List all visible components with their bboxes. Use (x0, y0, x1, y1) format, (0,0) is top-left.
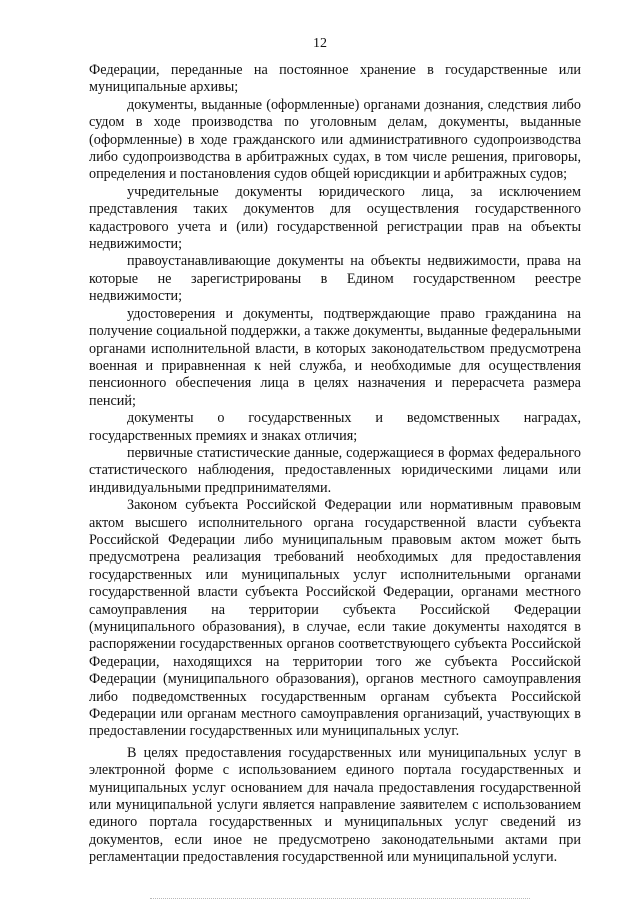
paragraph-title-documents: правоустанавливающие документы на объекты недвижимости, права на которые не зарегистрированы в Едином государственном реестре недвижимости; (89, 253, 581, 305)
document-body (89, 62, 581, 867)
page-number: 12 (313, 36, 327, 51)
paragraph-founding-documents: учредительные документы юридического лица, за исключением представления таких документов для осуществления государственного кадастрового учета и (или) государственной регистрации прав на объекты недвижимости; (89, 183, 581, 253)
paragraph-social-support-documents: удостоверения и документы, подтверждающие право гражданина на получение социальной поддержки, а также документы, выданные федеральными органами исполнительной власти, в которых законодательством предусмотрена военная и приравненная к ней служба, и необходимые для осуществления пенсионного обеспечения лица в целях назначения и перерасчета размера пенсий; (89, 305, 581, 409)
paragraph-statistical-data: первичные статистические данные, содержащиеся в формах федерального статистического наблюдения, предоставленных юридическими лицами или индивидуальными предпринимателями. (89, 444, 581, 496)
paragraph-archives: Федерации, переданные на постоянное хранение в государственные или муниципальные архивы; (89, 62, 581, 96)
scan-artifact-line (150, 898, 530, 899)
paragraph-court-documents: документы, выданные (оформленные) органами дознания, следствия либо судом в ходе производства по уголовным делам, документы, выданные (оформленные) в ходе гражданского или административного судопроизводства либо судопроизводства в арбитражных судах, в том числе решения, приговоры, определения и постановления судов общей юрисдикции и арбитражных судов; (89, 96, 581, 183)
paragraph-regional-law: Законом субъекта Российской Федерации или нормативным правовым актом высшего исполнительного органа государственной власти субъекта Российской Федерации либо муниципальным правовым актом может быть предусмотрена реализация требований необходимых для предоставления государственных или муниципальных услуг исполнительными органами государственной власти субъекта Российской Федерации, органами местного самоуправления на территории субъекта Российской Федерации (муниципального образования), в случае, если такие документы находятся в распоряжении государственных органов соответствующего субъекта Российской Федерации, находящихся на территории того же субъекта Российской Федерации (муниципального образования), органов местного самоуправления либо подведомственных государственным органам субъекта Российской Федерации или органам местного самоуправления организаций, участвующих в предоставлении государственных или муниципальных услуг. (89, 497, 581, 740)
paragraph-awards: документы о государственных и ведомственных наградах, государственных премиях и знаках отличия; (89, 410, 581, 444)
paragraph-electronic-services: В целях предоставления государственных или муниципальных услуг в электронной форме с использованием единого портала государственных и муниципальных услуг основанием для начала предоставления государственной или муниципальной услуги является направление заявителем с использованием единого портала государственных и муниципальных услуг сведений из документов, если иное не предусмотрено законодательными актами при регламентации предоставления государственной или муниципальной услуги. (89, 744, 581, 866)
